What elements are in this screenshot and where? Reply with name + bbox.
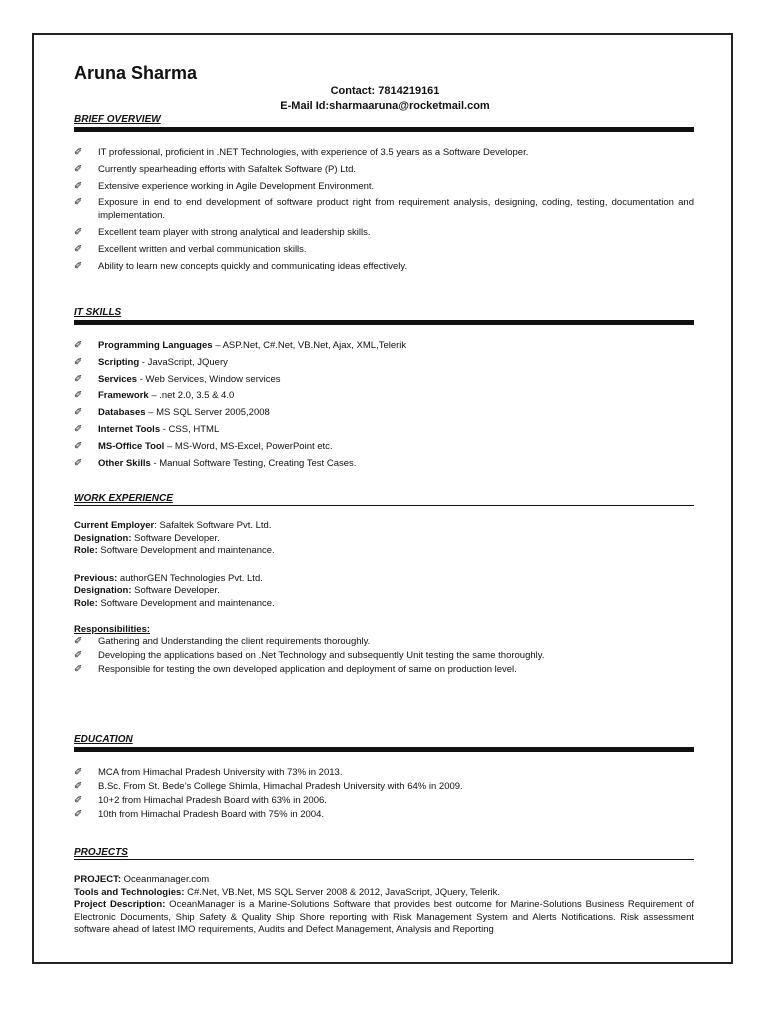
list-item: ✐ IT professional, proficient in .NET Technologies, with experience of 3.5 years as a Software Developer. — [74, 147, 529, 158]
section-title: WORK EXPERIENCE — [74, 493, 173, 504]
list-item: ✐ MS-Office Tool – MS-Word, MS-Excel, PowerPoint etc. — [74, 440, 333, 452]
pen-arrow-icon: ✐ — [74, 767, 83, 778]
list-item: ✐ B.Sc. From St. Bede’s College Shimla, Himachal Pradesh University with 64% in 2009. — [74, 781, 463, 792]
list-item: ✐ Scripting - JavaScript, JQuery — [74, 356, 228, 368]
list-item: ✐ Ability to learn new concepts quickly and communicating ideas effectively. — [74, 260, 408, 272]
pen-arrow-icon: ✐ — [74, 650, 83, 661]
contact-number: Contact: 7814219161 — [330, 85, 440, 97]
list-item: ✐ Developing the applications based on .Net Technology and subsequently Unit testing the same thoroughly. — [74, 650, 545, 661]
list-item: ✐ Services - Web Services, Window services — [74, 373, 281, 385]
responsibilities-list — [74, 635, 694, 676]
list-item: ✐ Programming Languages – ASP.Net, C#.Net, VB.Net, Ajax, XML,Telerik — [74, 340, 407, 351]
list-item: ✐ Framework – .net 2.0, 3.5 & 4.0 — [74, 390, 235, 402]
pen-arrow-icon: ✐ — [74, 407, 83, 419]
pen-arrow-icon: ✐ — [74, 260, 83, 272]
pen-arrow-icon: ✐ — [74, 809, 83, 820]
pen-arrow-icon: ✐ — [74, 636, 83, 647]
list-item: ✐ Exposure in end to end development of software product right from requirement analysis, designing, coding, testing, documentation and implementation. — [74, 197, 694, 222]
skills-list — [74, 339, 694, 470]
divider — [74, 859, 694, 860]
pen-arrow-icon: ✐ — [74, 781, 83, 792]
section-title: IT SKILLS — [74, 307, 122, 318]
pen-arrow-icon: ✐ — [74, 163, 83, 175]
section-it-skills — [74, 307, 694, 473]
divider — [74, 127, 694, 132]
pen-arrow-icon: ✐ — [74, 180, 83, 192]
pen-arrow-icon: ✐ — [74, 227, 83, 239]
pen-arrow-icon: ✐ — [74, 243, 83, 255]
list-item: ✐ Excellent team player with strong analytical and leadership skills. — [74, 227, 371, 239]
project-block: PROJECT: Oceanmanager.com Tools and Technologies: C#.Net, VB.Net, MS SQL Server 2008 & 2012, JavaScript, JQuery, Telerik. Project Description: OceanManager is a Marine-Solutions Software that provides best outcome for Marine-Solutions Business Requirement of Electronic Documents, Ship Safety & Quality Ship Shore reporting with Risk Management System and Alerts Notifications. Risk assessment software ahead of latest IMO requirements, Audits and Defect Management, Analysis and Reporting — [74, 874, 694, 935]
pen-arrow-icon: ✐ — [74, 340, 83, 351]
list-item: ✐ 10+2 from Himachal Pradesh Board with 63% in 2006. — [74, 795, 327, 806]
list-item: ✐ Databases – MS SQL Server 2005,2008 — [74, 407, 270, 419]
section-brief-overview — [74, 114, 694, 277]
responsibilities-title: Responsibilities: — [74, 624, 151, 635]
pen-arrow-icon: ✐ — [74, 457, 83, 469]
pen-arrow-icon: ✐ — [74, 390, 83, 402]
list-item: ✐ Excellent written and verbal communication skills. — [74, 243, 307, 255]
list-item: ✐ Other Skills - Manual Software Testing, Creating Test Cases. — [74, 457, 357, 469]
pen-arrow-icon: ✐ — [74, 147, 83, 158]
email-address: E-Mail Id:sharmaaruna@rocketmail.com — [280, 100, 490, 112]
divider — [74, 505, 694, 506]
section-education — [74, 734, 694, 822]
previous-employer-block: Previous: authorGEN Technologies Pvt. Ltd. Designation: Software Developer. Role: Software Development and maintenance. — [74, 572, 275, 609]
pen-arrow-icon: ✐ — [74, 356, 83, 368]
pen-arrow-icon: ✐ — [74, 423, 83, 435]
pen-arrow-icon: ✐ — [74, 373, 83, 385]
section-projects — [74, 847, 694, 937]
list-item: ✐ Internet Tools - CSS, HTML — [74, 423, 220, 435]
list-item: ✐ Extensive experience working in Agile Development Environment. — [74, 180, 375, 192]
list-item: ✐ Responsible for testing the own developed application and deployment of same on production level. — [74, 664, 517, 675]
divider — [74, 747, 694, 752]
section-work-experience — [74, 493, 694, 677]
section-title: PROJECTS — [74, 847, 128, 858]
overview-list — [74, 146, 694, 273]
education-list — [74, 766, 694, 821]
section-title: BRIEF OVERVIEW — [74, 114, 161, 125]
pen-arrow-icon: ✐ — [74, 795, 83, 806]
section-title: EDUCATION — [74, 734, 133, 745]
pen-arrow-icon: ✐ — [74, 664, 83, 675]
list-item: ✐ Gathering and Understanding the client requirements thoroughly. — [74, 636, 371, 647]
current-employer-block: Current Employer: Safaltek Software Pvt. Ltd. Designation: Software Developer. Role: Software Development and maintenance. — [74, 520, 275, 556]
candidate-name: Aruna Sharma — [74, 63, 198, 83]
divider — [74, 320, 694, 325]
list-item: ✐ Currently spearheading efforts with Safaltek Software (P) Ltd. — [74, 163, 357, 175]
list-item: ✐ 10th from Himachal Pradesh Board with 75% in 2004. — [74, 809, 325, 820]
list-item: ✐ MCA from Himachal Pradesh University with 73% in 2013. — [74, 767, 343, 778]
pen-arrow-icon: ✐ — [74, 440, 83, 452]
pen-arrow-icon: ✐ — [74, 197, 83, 209]
